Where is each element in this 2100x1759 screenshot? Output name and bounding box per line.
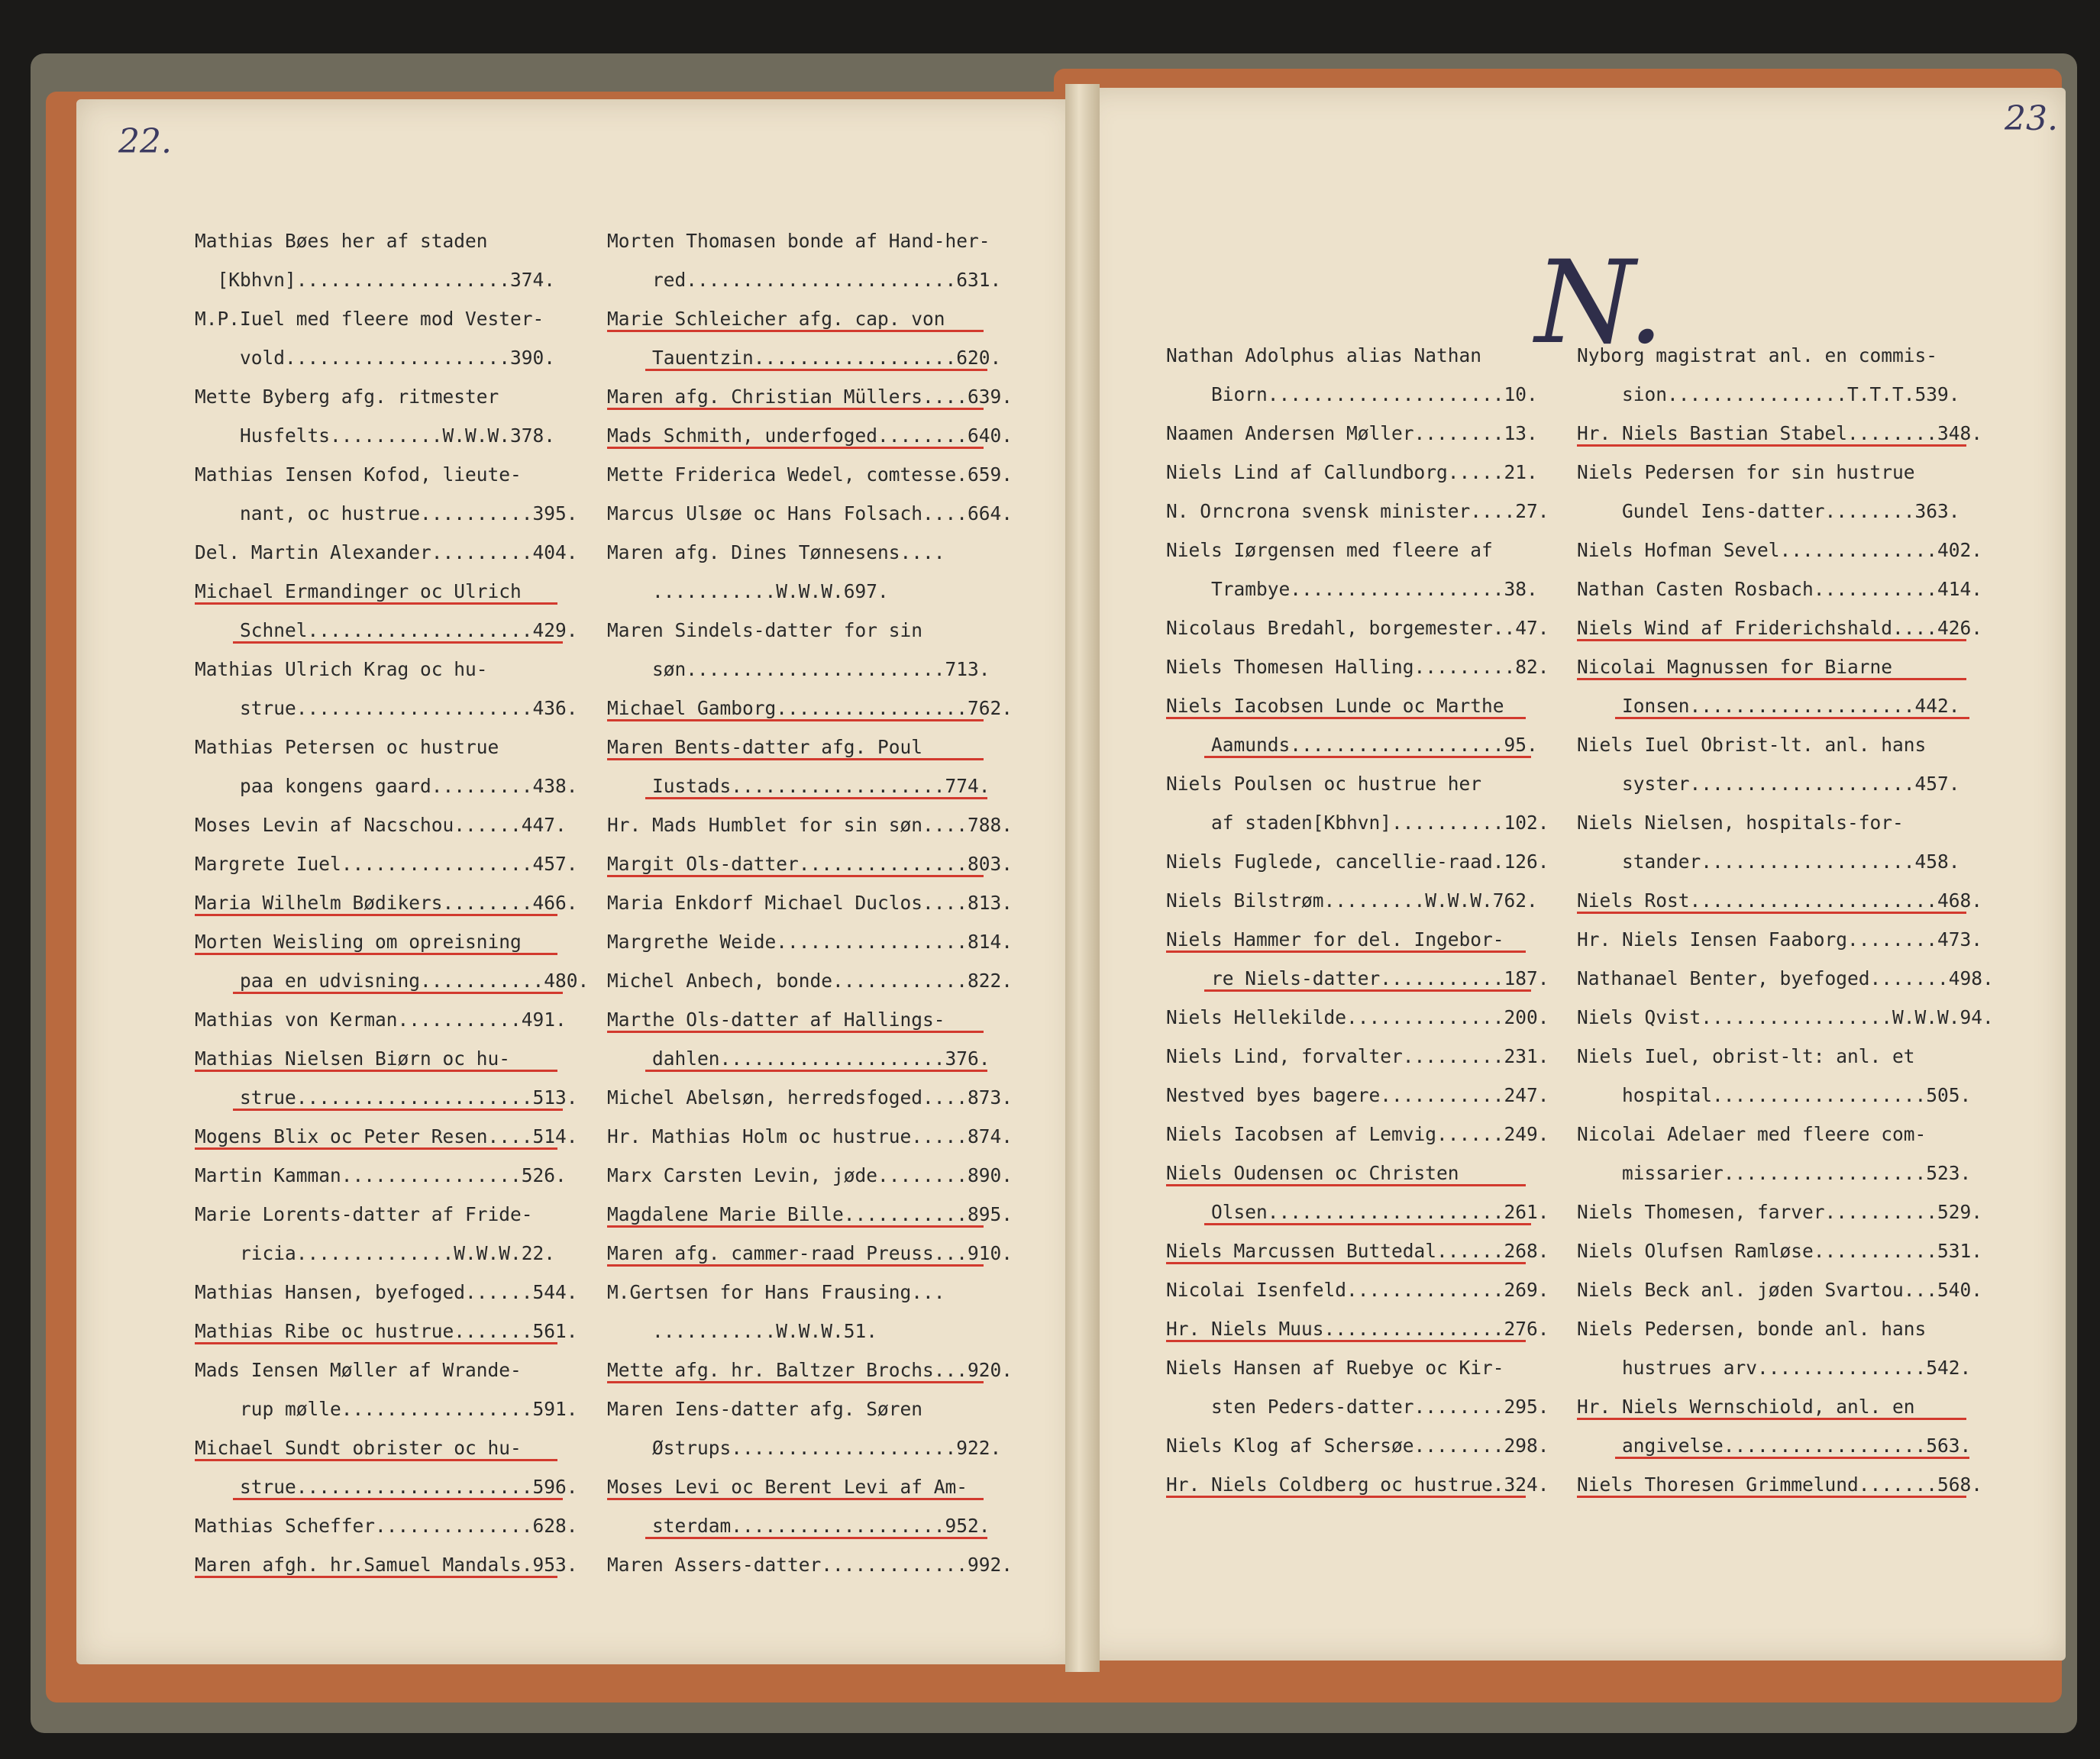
index-entry [607,1234,1035,1273]
index-entry-line: Ionsen....................442. [1577,695,1960,717]
index-entry-line: missarier..................523. [1577,1162,1972,1184]
index-entry-line: Margrete Iuel.................457. [195,853,578,875]
index-entry-line: Hr. Mathias Holm oc hustrue.....874. [607,1125,1013,1147]
index-entry-line: Nestved byes bagere...........247. [1166,1084,1549,1106]
red-underline [1166,1262,1526,1264]
index-entry-line: Nicolaus Bredahl, borgemester..47. [1166,617,1549,639]
index-entry-line: Nathan Casten Rosbach...........414. [1577,578,1983,600]
index-entry-line: Maria Enkdorf Michael Duclos....813. [607,892,1013,914]
index-entry-line: Niels Pedersen, bonde anl. hans [1577,1318,1927,1340]
index-entry [1577,1465,2020,1504]
index-entry [1166,1154,1575,1231]
index-entry [195,922,607,1000]
index-entry-line: Mathias von Kerman...........491. [195,1009,567,1031]
index-entry-line: Marie Lorents-datter af Fride- [195,1203,533,1225]
red-underline [645,797,987,799]
index-entry [607,416,1035,455]
index-entry-line: Niels Nielsen, hospitals-for- [1577,812,1904,834]
index-entry-line: Tauentzin..................620. [607,347,1002,369]
index-entry-line: Niels Hansen af Ruebye oc Kir- [1166,1357,1504,1379]
red-underline [1577,444,1966,447]
red-underline [1166,1340,1526,1342]
index-entry [1577,1309,2020,1387]
index-entry-line: Maria Wilhelm Bødikers........466. [195,892,578,914]
index-entry [195,1156,607,1195]
index-entry-line: Niels Rost......................468. [1577,889,1983,912]
index-entry [1577,1037,2020,1115]
index-entry [1577,998,2020,1037]
index-entry [1577,1193,2020,1231]
index-entry-line: red........................631. [607,269,1002,291]
index-entry-line: Iustads...................774. [607,775,990,797]
index-entry-line: Michel Abelsøn, herredsfoged....873. [607,1086,1013,1109]
index-entry-line: hustrues arv...............542. [1577,1357,1972,1379]
red-underline [607,408,984,410]
index-entry [195,1000,607,1039]
index-entry-line: Hr. Niels Coldberg oc hustrue.324. [1166,1473,1549,1496]
index-entry [607,1000,1035,1078]
index-column-4 [1577,336,2020,1504]
red-underline [1577,912,1966,914]
red-underline [1166,717,1526,719]
index-entry-line: Schnel....................429. [195,619,578,641]
index-entry-line: Niels Bilstrøm.........W.W.W.762. [1166,889,1538,912]
index-entry-line: Mads Schmith, underfoged........640. [607,424,1013,447]
index-entry-line: Michael Sundt obrister oc hu- [195,1437,522,1459]
index-entry [195,1506,607,1545]
red-underline [1615,1457,1969,1459]
index-entry [1166,336,1575,414]
index-entry-line: Maren afg. Christian Müllers....639. [607,386,1013,408]
index-entry-line: Niels Pedersen for sin hustrue [1577,461,1915,483]
index-entry [195,883,607,922]
index-entry [1166,764,1575,842]
index-entry-line: Mathias Petersen oc hustrue [195,736,499,758]
index-entry-line: stander...................458. [1577,850,1960,873]
red-underline [645,369,987,371]
index-entry [1166,414,1575,453]
index-entry-line: Niels Iuel Obrist-lt. anl. hans [1577,734,1927,756]
index-entry-line: N. Orncrona svensk minister....27. [1166,500,1549,522]
index-entry-line: [Kbhvn]...................374. [195,269,556,291]
index-entry [607,844,1035,883]
index-entry-line: dahlen....................376. [607,1047,990,1070]
index-entry [1577,570,2020,608]
index-entry [195,1545,607,1584]
index-entry [1577,336,2020,414]
red-underline [1577,1418,1966,1420]
red-underline [607,330,984,332]
index-entry [607,611,1035,689]
index-entry-line: sten Peders-datter........295. [1166,1396,1549,1418]
index-entry-line: Mogens Blix oc Peter Resen....514. [195,1125,578,1147]
red-underline [1166,1496,1526,1498]
index-entry [607,1389,1035,1467]
index-column-3 [1166,336,1575,1504]
index-entry [1577,531,2020,570]
red-underline [1577,1496,1966,1498]
index-entry-line: Nyborg magistrat anl. en commis- [1577,344,1938,366]
index-entry [1166,920,1575,998]
index-entry-line: Martin Kamman................526. [195,1164,567,1186]
index-entry-line: Niels Iacobsen af Lemvig......249. [1166,1123,1549,1145]
red-underline [195,914,557,916]
index-entry-line: Niels Hofman Sevel..............402. [1577,539,1983,561]
index-entry [195,299,607,377]
index-entry-line: Nathan Adolphus alias Nathan [1166,344,1482,366]
index-entry-line: Aamunds...................95. [1166,734,1538,756]
index-entry [1166,453,1575,492]
page-number-left: 22. [118,122,172,161]
index-entry-line: Mathias Ulrich Krag oc hu- [195,658,488,680]
index-entry [195,1039,607,1117]
index-entry [195,1312,607,1351]
red-underline [233,641,563,644]
index-entry-line: Niels Thoresen Grimmelund.......568. [1577,1473,1983,1496]
index-entry-line: søn.......................713. [607,658,990,680]
index-entry-line: Mathias Nielsen Biørn oc hu- [195,1047,511,1070]
red-underline [1204,989,1531,992]
index-entry [1166,531,1575,608]
index-entry [1166,1465,1575,1504]
index-entry [1166,1309,1575,1348]
page-number-right: 23. [2005,99,2058,138]
index-entry [1577,1387,2020,1465]
index-entry-line: Mette Byberg afg. ritmester [195,386,499,408]
index-entry-line: ricia..............W.W.W.22. [195,1242,556,1264]
index-entry [1166,1076,1575,1115]
red-underline [233,1498,563,1500]
index-entry [1577,647,2020,725]
index-entry [607,1467,1035,1545]
index-entry-line: Niels Beck anl. jøden Svartou...540. [1577,1279,1983,1301]
index-entry-line: Maren Assers-datter.............992. [607,1554,1013,1576]
index-entry-line: Mathias Hansen, byefoged......544. [195,1281,578,1303]
red-underline [195,1576,557,1578]
index-entry-line: re Niels-datter...........187. [1166,967,1549,989]
index-entry-line: Naamen Andersen Møller........13. [1166,422,1538,444]
index-entry-line: Trambye...................38. [1166,578,1538,600]
index-entry [1166,1231,1575,1270]
index-entry-line: Mads Iensen Møller af Wrande- [195,1359,522,1381]
index-entry [1166,1037,1575,1076]
red-underline [645,1537,987,1539]
index-entry-line: Hr. Niels Muus................276. [1166,1318,1549,1340]
index-entry [1577,453,2020,531]
index-entry-line: Morten Weisling om opreisning [195,931,522,953]
index-entry-line: Nathanael Benter, byefoged.......498. [1577,967,1994,989]
index-entry [607,1156,1035,1195]
index-entry-line: Magdalene Marie Bille...........895. [607,1203,1013,1225]
index-entry-line: Hr. Niels Bastian Stabel........348. [1577,422,1983,444]
index-entry-line: Mathias Scheffer..............628. [195,1515,578,1537]
index-entry [607,1195,1035,1234]
index-entry-line: Niels Hellekilde..............200. [1166,1006,1549,1028]
index-entry [1166,1426,1575,1465]
index-entry [195,1117,607,1156]
red-underline [607,447,984,449]
index-entry-line: Maren afgh. hr.Samuel Mandals.953. [195,1554,578,1576]
index-entry-line: angivelse..................563. [1577,1435,1972,1457]
index-entry [195,533,607,572]
index-entry [607,494,1035,533]
red-underline [195,1070,557,1072]
index-entry-line: M.Gertsen for Hans Frausing... [607,1281,945,1303]
index-entry-line: vold....................390. [195,347,556,369]
section-letter: N. [1535,237,1665,370]
index-entry-line: Mathias Bøes her af staden [195,230,488,252]
index-entry-line: Marcus Ulsøe oc Hans Folsach....664. [607,502,1013,524]
index-entry [1577,959,2020,998]
red-underline [607,1031,984,1033]
index-entry-line: Niels Fuglede, cancellie-raad.126. [1166,850,1549,873]
index-entry-line: Nicolai Isenfeld..............269. [1166,1279,1549,1301]
index-entry-line: Hr. Mads Humblet for sin søn....788. [607,814,1013,836]
index-entry [1166,608,1575,647]
index-entry [195,1428,607,1506]
index-entry-line: Niels Iørgensen med fleere af [1166,539,1493,561]
red-underline [607,1498,984,1500]
index-entry-line: strue.....................436. [195,697,578,719]
index-entry [1166,1115,1575,1154]
index-entry-line: Niels Iuel, obrist-lt: anl. et [1577,1045,1915,1067]
index-entry-line: Niels Marcussen Buttedal......268. [1166,1240,1549,1262]
index-entry [607,1117,1035,1156]
red-underline [607,1381,984,1383]
index-entry-line: Michael Ermandinger oc Ulrich [195,580,522,602]
index-entry [195,650,607,728]
index-entry-line: Maren Iens-datter afg. Søren [607,1398,923,1420]
index-entry-line: syster....................457. [1577,773,1960,795]
index-entry-line: Hr. Niels Wernschiold, anl. en [1577,1396,1915,1418]
index-entry [1166,647,1575,686]
index-entry [1577,608,2020,647]
index-column-1 [195,221,607,1584]
red-underline [195,953,557,955]
index-entry [1577,803,2020,881]
index-entry [607,883,1035,922]
index-entry-line: Michael Gamborg.................762. [607,697,1013,719]
index-entry [195,805,607,844]
red-underline [233,1109,563,1111]
index-entry-line: M.P.Iuel med fleere mod Vester- [195,308,544,330]
index-entry [1577,725,2020,803]
index-entry [607,805,1035,844]
index-entry-line: Niels Thomesen Halling.........82. [1166,656,1549,678]
index-entry [1577,1270,2020,1309]
index-entry [1166,686,1575,764]
index-entry-line: strue.....................513. [195,1086,578,1109]
index-entry-line: ...........W.W.W.697. [607,580,889,602]
index-entry-line: rup mølle.................591. [195,1398,578,1420]
index-entry [195,1273,607,1312]
index-entry-line: Maren Sindels-datter for sin [607,619,923,641]
index-entry-line: Østrups....................922. [607,1437,1002,1459]
book-gutter [1065,84,1100,1672]
index-entry [195,572,607,650]
index-entry-line: Marthe Ols-datter af Hallings- [607,1009,945,1031]
index-entry [1577,1231,2020,1270]
index-entry [607,728,1035,805]
index-entry-line: paa kongens gaard.........438. [195,775,578,797]
index-entry-line: Niels Lind, forvalter.........231. [1166,1045,1549,1067]
index-entry [195,221,607,299]
index-entry-line: hospital...................505. [1577,1084,1972,1106]
index-entry [1577,920,2020,959]
index-entry [607,533,1035,611]
index-entry [607,1273,1035,1351]
index-entry [1166,1270,1575,1309]
index-entry-line: Niels Lind af Callundborg.....21. [1166,461,1538,483]
index-entry-line: Niels Wind af Friderichshald....426. [1577,617,1983,639]
index-entry [195,455,607,533]
red-underline [1166,951,1526,953]
index-entry-line: Mathias Ribe oc hustrue.......561. [195,1320,578,1342]
index-entry-line: Del. Martin Alexander.........404. [195,541,578,563]
index-entry-line: Niels Qvist.................W.W.W.94. [1577,1006,1994,1028]
index-entry-line: sion................T.T.T.539. [1577,383,1960,405]
red-underline [607,1225,984,1228]
red-underline [607,719,984,721]
index-entry [607,961,1035,1000]
index-entry-line: Olsen.....................261. [1166,1201,1549,1223]
red-underline [1204,756,1531,758]
red-underline [607,1264,984,1267]
index-entry-line: Niels Poulsen oc hustrue her [1166,773,1482,795]
index-entry-line: Mette afg. hr. Baltzer Brochs...920. [607,1359,1013,1381]
index-entry-line: sterdam...................952. [607,1515,990,1537]
index-entry [607,922,1035,961]
index-entry-line: Husfelts..........W.W.W.378. [195,424,556,447]
index-entry [607,455,1035,494]
index-entry-line: paa en udvisning...........480. [195,970,590,992]
red-underline [1166,1184,1526,1186]
index-entry-line: Nicolai Adelaer med fleere com- [1577,1123,1927,1145]
index-entry [1577,881,2020,920]
index-entry-line: ...........W.W.W.51. [607,1320,878,1342]
index-entry-line: nant, oc hustrue..........395. [195,502,578,524]
index-entry [195,844,607,883]
index-entry-line: Biorn.....................10. [1166,383,1538,405]
index-entry [607,1545,1035,1584]
index-entry-line: Gundel Iens-datter........363. [1577,500,1960,522]
index-entry-line: Niels Oudensen oc Christen [1166,1162,1459,1184]
red-underline [645,1070,987,1072]
index-entry-line: Mathias Iensen Kofod, lieute- [195,463,522,486]
red-underline [1204,1223,1531,1225]
index-entry-line: Niels Iacobsen Lunde oc Marthe [1166,695,1504,717]
index-entry [195,1351,607,1428]
index-entry-line: Moses Levin af Nacschou......447. [195,814,567,836]
index-entry-line: Moses Levi oc Berent Levi af Am- [607,1476,968,1498]
index-entry [1166,1348,1575,1426]
index-entry-line: Maren Bents-datter afg. Poul [607,736,923,758]
index-entry-line: Marx Carsten Levin, jøde........890. [607,1164,1013,1186]
index-entry [607,299,1035,377]
index-entry-line: Niels Thomesen, farver..........529. [1577,1201,1983,1223]
index-entry [607,1078,1035,1117]
index-entry-line: Marie Schleicher afg. cap. von [607,308,945,330]
index-entry [607,1351,1035,1389]
index-entry-line: Maren afg. cammer-raad Preuss...910. [607,1242,1013,1264]
index-entry [1166,881,1575,920]
red-underline [1577,678,1966,680]
index-entry-line: Maren afg. Dines Tønnesens.... [607,541,945,563]
index-entry-line: Morten Thomasen bonde af Hand-her- [607,230,990,252]
index-entry-line: Niels Olufsen Ramløse...........531. [1577,1240,1983,1262]
index-entry-line: Nicolai Magnussen for Biarne [1577,656,1893,678]
index-entry-line: Niels Klog af Schersøe........298. [1166,1435,1549,1457]
index-entry-line: Mette Friderica Wedel, comtesse.659. [607,463,1013,486]
red-underline [1615,717,1969,719]
red-underline [607,875,984,877]
red-underline [233,992,563,994]
index-entry [195,377,607,455]
index-entry-line: Niels Hammer for del. Ingebor- [1166,928,1504,951]
index-entry [607,689,1035,728]
index-entry-line: Hr. Niels Iensen Faaborg........473. [1577,928,1983,951]
red-underline [195,1147,557,1150]
index-entry [1577,414,2020,453]
index-entry-line: Margrethe Weide.................814. [607,931,1013,953]
index-entry [1166,998,1575,1037]
red-underline [195,1342,557,1344]
red-underline [195,602,557,605]
red-underline [607,758,984,760]
index-entry [607,377,1035,416]
index-entry [195,728,607,805]
index-entry-line: Michel Anbech, bonde............822. [607,970,1013,992]
index-column-2 [607,221,1035,1584]
red-underline [1577,639,1966,641]
index-entry [195,1195,607,1273]
red-underline [195,1459,557,1461]
index-entry [1577,1115,2020,1193]
index-entry [1166,492,1575,531]
index-entry-line: af staden[Kbhvn]..........102. [1166,812,1549,834]
index-entry [607,221,1035,299]
index-entry [1166,842,1575,881]
index-entry-line: strue.....................596. [195,1476,578,1498]
index-entry-line: Margit Ols-datter...............803. [607,853,1013,875]
